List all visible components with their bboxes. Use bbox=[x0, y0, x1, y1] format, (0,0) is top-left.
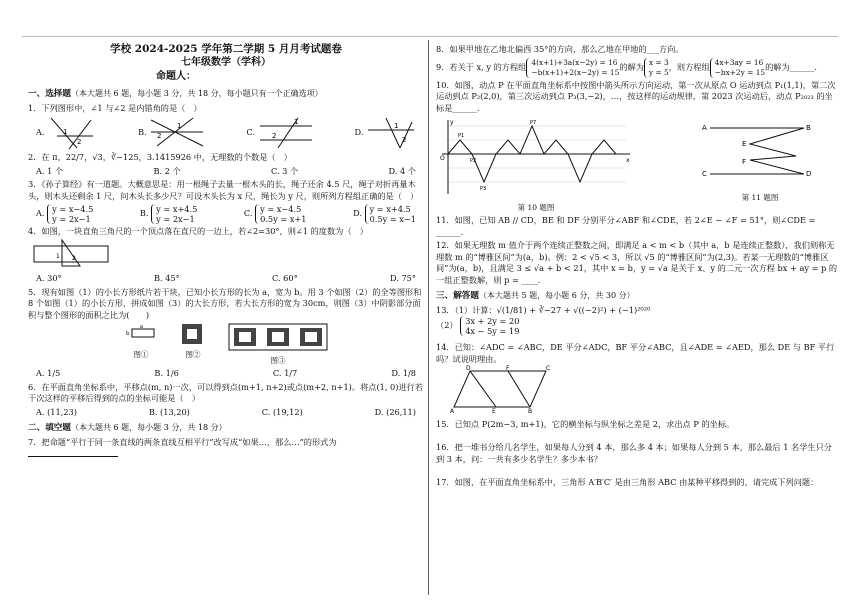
large-rectangle-figure bbox=[228, 323, 328, 351]
option-b: B. 1/6 bbox=[154, 368, 179, 378]
svg-text:E: E bbox=[742, 140, 747, 148]
question-4 bbox=[28, 226, 424, 285]
svg-text:A: A bbox=[450, 408, 455, 413]
section-note: （本大题共 6 题，每小题 3 分，共 18 分，每小题只有一个正确选项） bbox=[70, 89, 323, 98]
left-column bbox=[28, 42, 424, 461]
equation-line: 0.5y = x−1 bbox=[369, 214, 416, 224]
option-a: A. 1 个 bbox=[36, 165, 64, 176]
figure-2 bbox=[178, 323, 208, 366]
equation-line: y = x−4.5 bbox=[52, 204, 94, 214]
column-divider bbox=[428, 40, 429, 595]
svg-text:a: a bbox=[140, 324, 144, 330]
question-5 bbox=[28, 287, 424, 380]
option-a: A. (11,23) bbox=[36, 406, 77, 417]
svg-text:1: 1 bbox=[63, 128, 68, 136]
section-heading bbox=[436, 290, 840, 303]
question-stem: 5．现有如图（1）的小长方形纸片若干块，已知小长方形的长为 a，宽为 b。用 3 个如图（2）的全等图形和 8 个如图（1）的小长方形，拼成如图（3）的大长方形，若大长方形的宽为 30cm，则图（3）中阴影部分面积与整个图形的面积之比为( ) bbox=[28, 286, 422, 320]
question-stem: 7．把命题“平行于同一条直线的两条直线互相平行”改写成“如果…，那么…”的形式为 bbox=[28, 436, 337, 447]
question-text: ，则方程组 bbox=[668, 61, 710, 72]
svg-text:B: B bbox=[806, 124, 811, 132]
question-text: 的解为______. bbox=[765, 61, 817, 72]
question-stem: 11．如图，已知 AB // CD，BE 和 DF 分别平分∠ABF 和∠CDE，若 2∠E − ∠F = 51°，则∠CDE = ______. bbox=[436, 215, 816, 237]
top-rule bbox=[22, 36, 838, 37]
question-stem: 2．在 π，22/7，√3，∛−125，3.1415926 中，无理数的个数是（ ） bbox=[28, 152, 292, 162]
option-label: A. bbox=[36, 208, 45, 218]
question-text: 的解为 bbox=[619, 61, 644, 72]
angle-figure-d bbox=[366, 116, 416, 150]
svg-text:2: 2 bbox=[401, 136, 407, 144]
option-b: B. (13,20) bbox=[148, 406, 190, 417]
option-b bbox=[138, 116, 205, 150]
equation-line: 4x − 5y = 19 bbox=[465, 326, 520, 336]
question-stem: 15．已知点 P(2m−3, m+1)，它的横坐标与纵坐标之差是 2，求出点 P 的坐标。 bbox=[436, 418, 735, 429]
section-heading bbox=[28, 422, 424, 435]
question-12 bbox=[436, 240, 840, 286]
svg-text:O: O bbox=[440, 155, 445, 162]
option-c bbox=[244, 204, 307, 224]
parallel-lines-figure bbox=[700, 116, 820, 188]
svg-text:D: D bbox=[466, 365, 471, 372]
question-stem: 10．如图，动点 P 在平面直角坐标系中按图中箭头所示方向运动，第一次从原点 O 运动到点 P₁(1,1)，第二次运动到点 P₂(2,0)，第三次运动到点 P₃(3,−2)，…，按这样的运动规律，第 2023 次运动后，动点 P₂₀₂₃ 的坐标是______. bbox=[436, 79, 836, 113]
equation-system-1 bbox=[526, 58, 619, 78]
section-heading bbox=[28, 88, 424, 101]
svg-text:y: y bbox=[450, 119, 454, 126]
question-options bbox=[28, 204, 424, 224]
figure-10 bbox=[436, 116, 636, 213]
option-c: C. (19,12) bbox=[261, 406, 303, 417]
figure-caption: 图② bbox=[185, 349, 201, 359]
question-options bbox=[28, 166, 424, 178]
equation-line: y = x+4.5 bbox=[369, 204, 411, 214]
option-label: D. bbox=[354, 127, 364, 137]
option-d: D. 1/8 bbox=[391, 368, 416, 378]
svg-text:x: x bbox=[626, 157, 630, 164]
section-title: 三、解答题 bbox=[436, 291, 479, 301]
section-title: 一、选择题 bbox=[28, 89, 71, 99]
svg-text:P2: P2 bbox=[470, 158, 477, 164]
equation-system bbox=[460, 316, 519, 336]
question-16 bbox=[436, 442, 840, 465]
svg-text:2: 2 bbox=[271, 132, 276, 140]
option-label: D. bbox=[353, 208, 362, 218]
question-15 bbox=[436, 419, 840, 431]
section-title: 二、填空题 bbox=[28, 423, 71, 433]
rectangle-figures bbox=[28, 323, 424, 366]
question-stem: 12．如果无理数 m 值介于两个连续正整数之间，即满足 a < m < b（其中 a，b 是连续正整数），我们则称无理数 m 的“博雅区间”为(a，b)。例：2 < √5 < 3，所以 √5 的“博雅区间”为(2,3)。若某一无理数的“博雅区间”为(a，b)，且满足 3 ≤ √a + b < 21，其中 x = b，y = √a 是关于 x、y 的二元一次方程 bx + ay = p 的一组正整数解，则 p = ____. bbox=[436, 240, 838, 285]
equation-line: 3x + 2y = 20 bbox=[465, 316, 520, 326]
question-14 bbox=[436, 342, 840, 417]
question-stem: 8．如果甲地在乙地北偏西 35°的方向，那么乙地在甲地的___方向。 bbox=[436, 44, 684, 54]
figure-caption: 图① bbox=[133, 349, 149, 359]
exam-subtitle: 七年级数学（学科） bbox=[181, 57, 271, 68]
right-column bbox=[436, 42, 840, 489]
parallelogram-figure bbox=[448, 365, 558, 413]
square-frame-figure bbox=[178, 323, 208, 345]
option-a: A. 30° bbox=[36, 273, 62, 283]
svg-text:1: 1 bbox=[56, 252, 60, 260]
question-stem: 16．把一堆书分给几名学生，如果每人分到 4 本，那么多 4 本；如果每人分到 5 本，那么最后 1 名学生只分到 3 本，问：一共有多少名学生？多少本书？ bbox=[436, 442, 832, 464]
figure-3 bbox=[228, 323, 328, 366]
svg-text:C: C bbox=[546, 365, 551, 372]
equation-system bbox=[47, 204, 93, 224]
svg-text:F: F bbox=[742, 158, 747, 166]
option-label: B. bbox=[139, 208, 149, 218]
svg-text:1: 1 bbox=[393, 122, 399, 130]
equation-system-2 bbox=[710, 58, 765, 78]
svg-text:B: B bbox=[528, 408, 533, 413]
equation-line: y = x+4.5 bbox=[156, 204, 198, 214]
svg-text:2: 2 bbox=[77, 138, 82, 146]
question-8 bbox=[436, 44, 840, 56]
option-d: D. 4 个 bbox=[388, 165, 416, 176]
option-label: B. bbox=[138, 127, 147, 137]
option-label: A. bbox=[36, 127, 45, 137]
question-13 bbox=[436, 305, 840, 337]
equation-line: −b(x+1)+2(x−2y) = 15 bbox=[531, 67, 620, 77]
svg-text:P3: P3 bbox=[480, 186, 487, 192]
ruler-triangle-figure bbox=[32, 238, 112, 268]
svg-text:E: E bbox=[492, 408, 496, 413]
figure-11 bbox=[700, 116, 820, 213]
section-note: （本大题共 6 题，每小题 3 分，共 18 分） bbox=[70, 423, 227, 432]
equation-line: y = x−4.5 bbox=[260, 204, 302, 214]
figures-row bbox=[436, 116, 840, 213]
solution-system bbox=[644, 58, 669, 78]
angle-figure-b bbox=[149, 116, 205, 150]
equation-line: 4(x+1)+3a(x−2y) = 16 bbox=[531, 57, 618, 67]
option-d bbox=[353, 204, 416, 224]
question-17 bbox=[436, 477, 840, 489]
figure-caption: 图③ bbox=[270, 355, 286, 365]
question-stem: 3．《孙子算经》有一道题。大概意思是：用一根绳子去量一根木头的长，绳子还余 4.5 尺，绳子对折再量木头，则木头还剩余 1 尺，问木头长多少尺？可设木头长为 x 尺，绳长为 y 尺，则所列方程组正确的是（ ） bbox=[28, 179, 419, 201]
question-options bbox=[28, 368, 424, 380]
question-9 bbox=[436, 58, 840, 78]
equation-line: −bx+2y = 15 bbox=[714, 67, 766, 77]
equation-system bbox=[365, 204, 416, 224]
option-a bbox=[36, 204, 93, 224]
question-11 bbox=[436, 215, 840, 238]
exam-title: 学校 2024-2025 学年第二学期 5 月月考试题卷 bbox=[110, 43, 342, 55]
question-stem: 4．如图，一块直角三角尺的一个顶点落在直尺的一边上，若∠2=30°，则∠1 的度数为（ ） bbox=[28, 226, 368, 236]
equation-line: y = 2x−1 bbox=[156, 214, 195, 224]
question-stem: 17．如图，在平面直角坐标系中，三角形 A′B′C′ 是由三角形 ABC 由某种平移得到的，请完成下列问题： bbox=[436, 477, 819, 487]
coordinate-zigzag-figure bbox=[436, 116, 636, 198]
question-stem: 6．在平面直角坐标系中，平移点(m, n)一次，可以得到点(m+1, n+2)或点(m+2, n+1)。将点(1, 0)进行若干次这样的平移后得到的点的坐标可能是（ ） bbox=[28, 381, 424, 403]
svg-text:A: A bbox=[702, 124, 707, 132]
small-rectangle-figure bbox=[124, 323, 158, 345]
svg-text:P7: P7 bbox=[530, 120, 537, 126]
option-c: C. 3 个 bbox=[270, 165, 299, 176]
svg-text:D: D bbox=[806, 170, 812, 178]
question-part-2 bbox=[436, 316, 840, 336]
svg-text:2: 2 bbox=[72, 254, 76, 262]
question-2 bbox=[28, 152, 424, 177]
question-stem: 9．若关于 x, y 的方程组 bbox=[436, 61, 527, 72]
svg-text:F: F bbox=[506, 365, 510, 372]
svg-text:C: C bbox=[702, 170, 707, 178]
equation-line: y = 2x−1 bbox=[52, 214, 91, 224]
question-part-1: 13．（1）计算：√(1/81) + ∛−27 + √((−2)²) + (−1)²⁰²⁰ bbox=[436, 304, 651, 315]
proposer-label: 命题人： bbox=[156, 71, 196, 82]
equation-line: 0.5y = x+1 bbox=[260, 214, 307, 224]
equation-line: y = 5 bbox=[648, 67, 669, 77]
option-b bbox=[140, 204, 197, 224]
section-note: （本大题共 5 题，每小题 6 分，共 30 分） bbox=[478, 291, 635, 300]
option-a bbox=[36, 116, 97, 150]
option-d: D. 75° bbox=[389, 273, 416, 283]
option-label: C. bbox=[246, 127, 255, 137]
option-c: C. 1/7 bbox=[272, 368, 298, 378]
option-b: B. 45° bbox=[153, 273, 180, 283]
option-d bbox=[355, 116, 416, 150]
svg-text:1: 1 bbox=[177, 122, 182, 130]
option-d: D. (26,11) bbox=[374, 406, 416, 417]
svg-text:2: 2 bbox=[157, 132, 162, 140]
equation-system bbox=[151, 204, 197, 224]
question-3 bbox=[28, 179, 424, 224]
svg-text:1: 1 bbox=[293, 118, 298, 126]
equation-line: 4x+3ay = 16 bbox=[714, 57, 764, 67]
question-options bbox=[28, 273, 424, 285]
angle-figure-c bbox=[258, 116, 314, 150]
figure-caption: 第 11 题图 bbox=[741, 192, 779, 202]
option-b: B. 2 个 bbox=[153, 165, 181, 176]
angle-figure-a bbox=[47, 116, 97, 150]
figure-1 bbox=[124, 323, 158, 366]
svg-text:b: b bbox=[126, 331, 130, 337]
option-c: C. 60° bbox=[271, 273, 298, 283]
answer-blank[interactable] bbox=[28, 448, 118, 457]
part-label: （2） bbox=[436, 320, 458, 330]
figure-caption: 第 10 题图 bbox=[517, 202, 555, 212]
question-1 bbox=[28, 103, 424, 151]
question-7 bbox=[28, 437, 424, 461]
question-stem: 14．已知：∠ADC = ∠ABC，DE 平分∠ADC，BF 平分∠ABC，且∠ADE = ∠AED，那么 DE 与 BF 平行吗？试说明理由。 bbox=[436, 342, 835, 364]
question-options bbox=[28, 407, 424, 419]
option-a: A. 1/5 bbox=[36, 368, 61, 378]
question-10 bbox=[436, 80, 840, 115]
equation-system bbox=[255, 204, 306, 224]
svg-text:P1: P1 bbox=[458, 133, 465, 139]
option-c bbox=[246, 116, 313, 150]
question-stem: 1．下列图形中，∠1 与∠2 是内错角的是（ ） bbox=[28, 102, 202, 113]
question-6 bbox=[28, 382, 424, 419]
option-label: C. bbox=[243, 208, 253, 218]
equation-line: x = 3 bbox=[648, 57, 669, 67]
question-options bbox=[28, 116, 424, 150]
